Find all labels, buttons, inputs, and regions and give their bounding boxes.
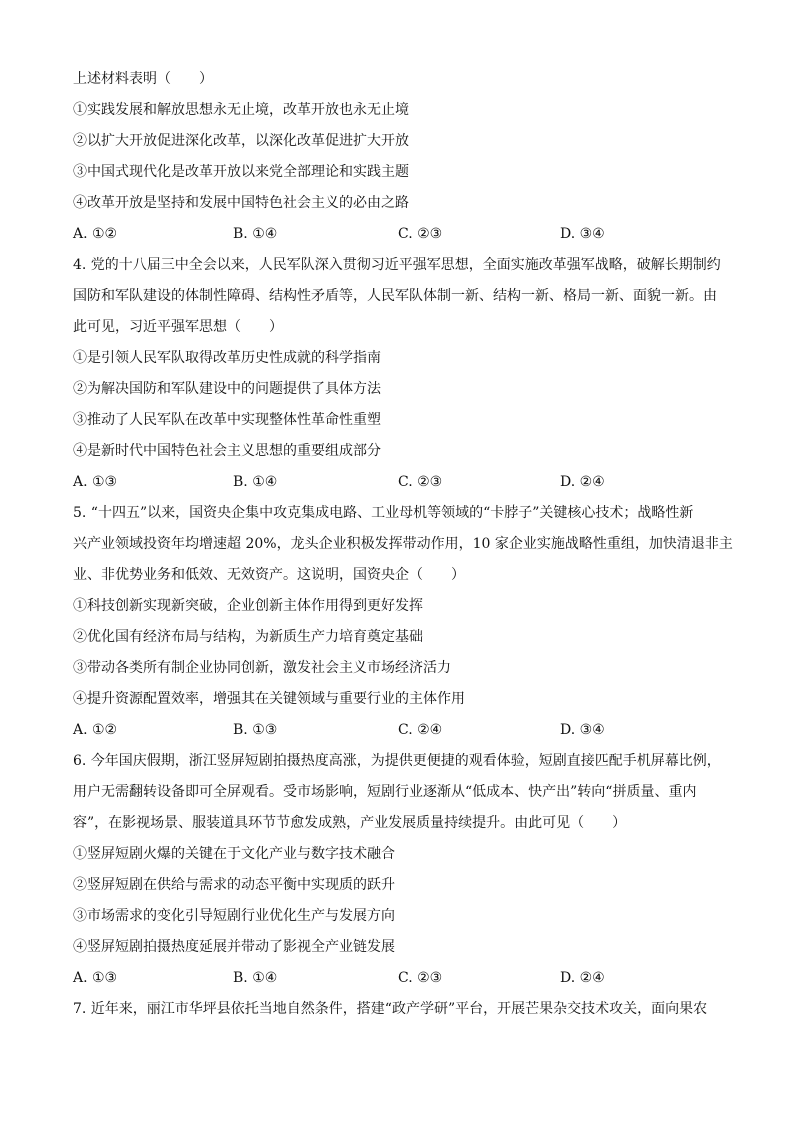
q6-options xyxy=(73,963,723,994)
q4-stem-line-2: 国防和军队建设的体制性障碍、结构性矛盾等，人民军队体制一新、结构一新、格局一新、面貌一新。由 xyxy=(73,288,717,304)
q4-options xyxy=(73,467,723,498)
q4-stem-line-1: 4. 党的十八届三中全会以来，人民军队深入贯彻习近平强军思想，全面实施改革强军战略，破解长期制约 xyxy=(73,257,721,273)
q5-option-c: C. ②④ xyxy=(398,722,443,738)
q5-option-a: A. ①② xyxy=(73,722,118,738)
q5-stem-line-1: 5. “十四五”以来，国资央企集中攻克集成电路、工业母机等领域的“卡脖子”关键核心技术；战略性新 xyxy=(73,505,694,521)
q5-item-1: ①科技创新实现新突破，企业创新主体作用得到更好发挥 xyxy=(73,598,423,614)
q5-options xyxy=(73,715,723,746)
q4-item-2: ②为解决国防和军队建设中的问题提供了具体方法 xyxy=(73,381,381,397)
q6-stem-line-2: 用户无需翻转设备即可全屏观看。受市场影响，短剧行业逐渐从“低成本、快产出”转向“拼质量、重内 xyxy=(73,784,697,800)
q6-item-4: ④竖屏短剧拍摄热度延展并带动了影视全产业链发展 xyxy=(73,939,395,955)
q6-item-2: ②竖屏短剧在供给与需求的动态平衡中实现质的跃升 xyxy=(73,877,395,893)
q4-item-1: ①是引领人民军队取得改革历史性成就的科学指南 xyxy=(73,350,381,366)
q5-stem-line-2: 兴产业领域投资年均增速超 20%，龙头企业积极发挥带动作用，10 家企业实施战略性重组，加快清退非主 xyxy=(73,536,733,552)
q4-option-d: D. ②④ xyxy=(560,474,605,490)
q4-item-3: ③推动了人民军队在改革中实现整体性革命性重塑 xyxy=(73,412,381,428)
q5-stem-line-3: 业、非优势业务和低效、无效资产。这说明，国资央企（ ） xyxy=(73,567,465,583)
q3-options xyxy=(73,219,723,250)
q6-stem-line-3: 容”，在影视场景、服装道具环节节愈发成熟，产业发展质量持续提升。由此可见（ ） xyxy=(73,815,627,831)
q6-option-d: D. ②④ xyxy=(560,970,605,986)
q4-stem-line-3: 此可见，习近平强军思想（ ） xyxy=(73,319,283,335)
q6-item-1: ①竖屏短剧火爆的关键在于文化产业与数字技术融合 xyxy=(73,846,395,862)
q6-option-a: A. ①③ xyxy=(73,970,118,986)
q7-stem-line-1: 7. 近年来，丽江市华坪县依托当地自然条件，搭建“政产学研”平台，开展芒果杂交技术攻关，面向果农 xyxy=(73,1001,708,1017)
q4-item-4: ④是新时代中国特色社会主义思想的重要组成部分 xyxy=(73,443,381,459)
q3-item-1: ①实践发展和解放思想永无止境，改革开放也永无止境 xyxy=(73,102,409,118)
exam-page-content xyxy=(73,64,733,1025)
q6-item-3: ③市场需求的变化引导短剧行业优化生产与发展方向 xyxy=(73,908,395,924)
q6-option-c: C. ②③ xyxy=(398,970,443,986)
q4-option-b: B. ①④ xyxy=(233,474,278,490)
q3-item-4: ④改革开放是坚持和发展中国特色社会主义的必由之路 xyxy=(73,195,409,211)
q3-option-b: B. ①④ xyxy=(233,226,278,242)
q5-option-b: B. ①③ xyxy=(233,722,278,738)
q4-option-a: A. ①③ xyxy=(73,474,118,490)
q6-option-b: B. ①④ xyxy=(233,970,278,986)
q3-stem: 上述材料表明（ ） xyxy=(73,71,213,87)
q3-item-3: ③中国式现代化是改革开放以来党全部理论和实践主题 xyxy=(73,164,409,180)
q3-item-2: ②以扩大开放促进深化改革，以深化改革促进扩大开放 xyxy=(73,133,409,149)
q4-option-c: C. ②③ xyxy=(398,474,443,490)
q6-stem-line-1: 6. 今年国庆假期，浙江竖屏短剧拍摄热度高涨，为提供更便捷的观看体验，短剧直接匹配手机屏幕比例， xyxy=(73,753,721,769)
q3-option-a: A. ①② xyxy=(73,226,118,242)
q3-option-d: D. ③④ xyxy=(560,226,605,242)
q3-option-c: C. ②③ xyxy=(398,226,443,242)
q5-item-3: ③带动各类所有制企业协同创新，激发社会主义市场经济活力 xyxy=(73,660,451,676)
q5-item-2: ②优化国有经济布局与结构，为新质生产力培育奠定基础 xyxy=(73,629,423,645)
q5-item-4: ④提升资源配置效率，增强其在关键领域与重要行业的主体作用 xyxy=(73,691,465,707)
q5-option-d: D. ③④ xyxy=(560,722,605,738)
